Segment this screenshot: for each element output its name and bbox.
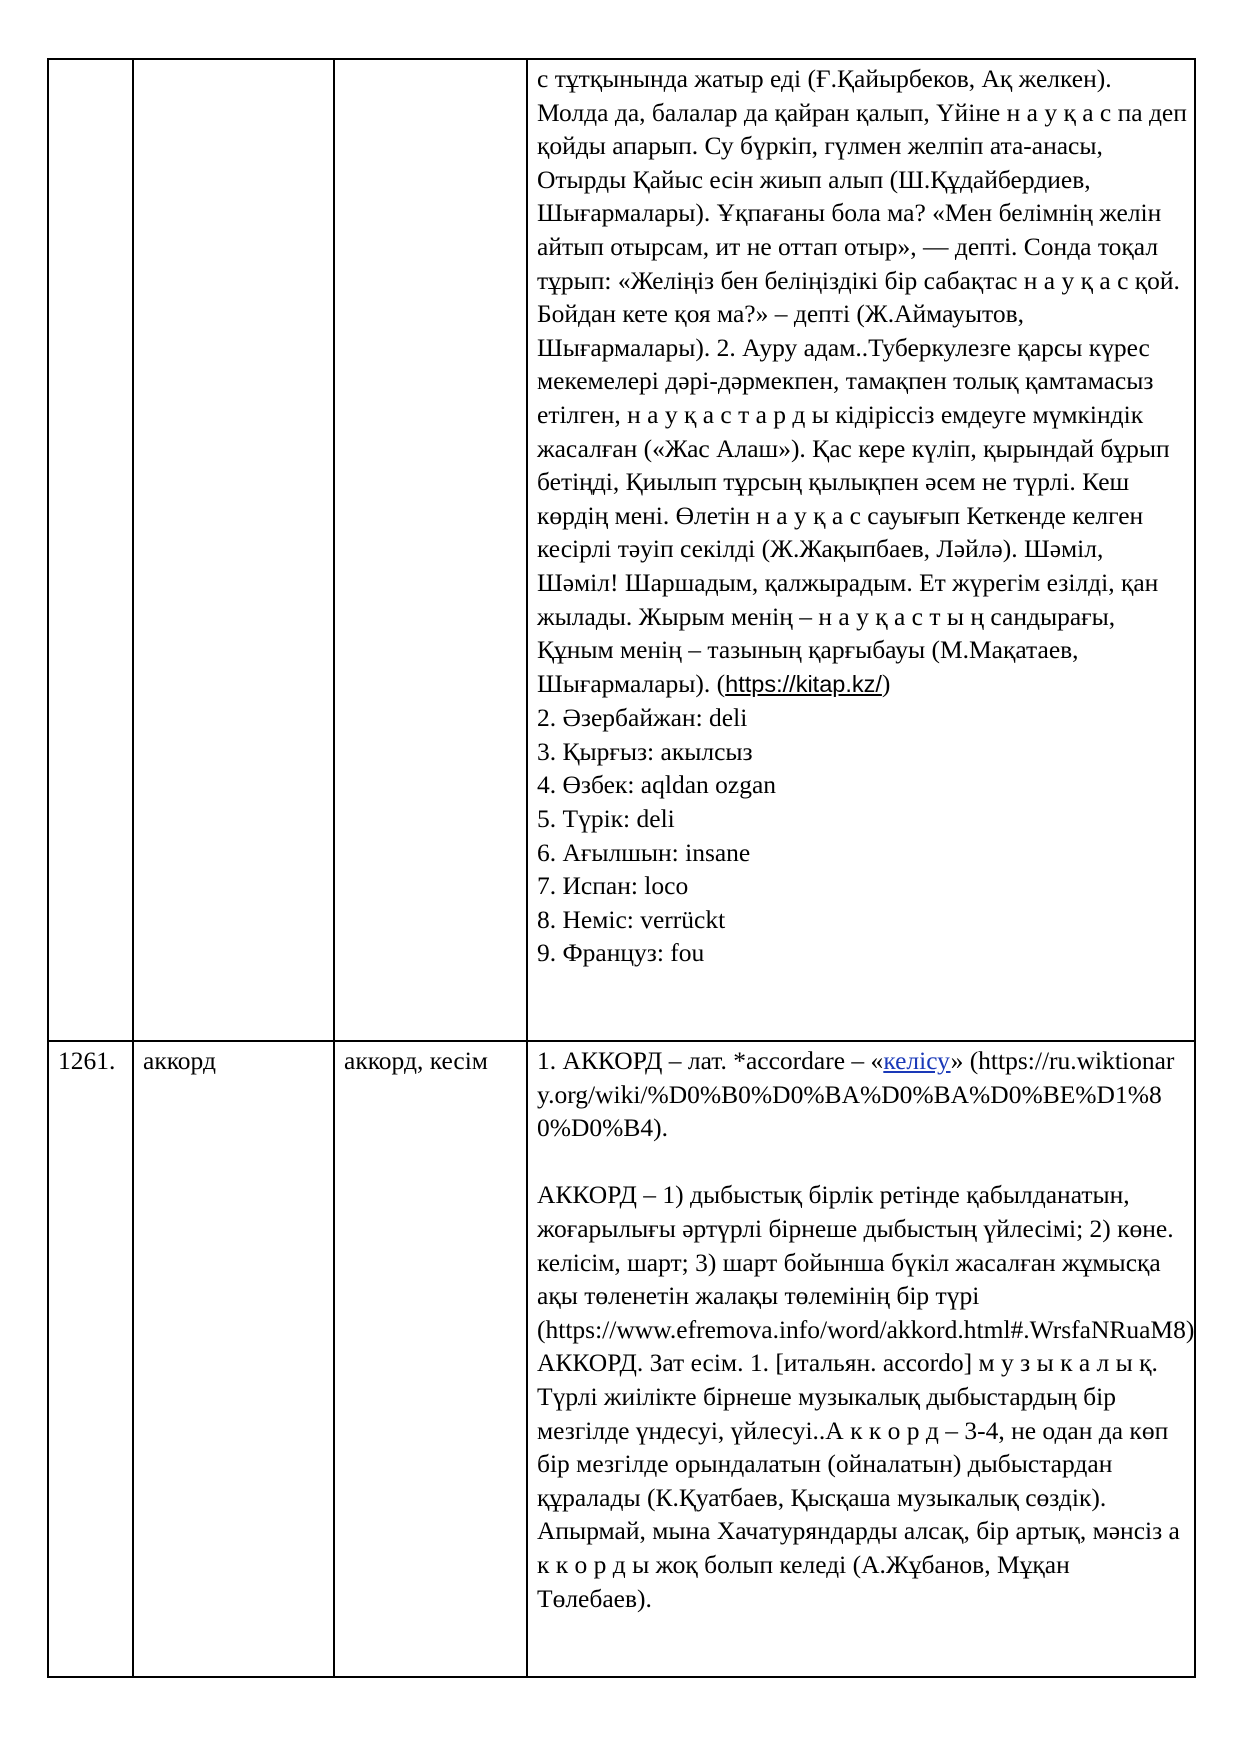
entry-number-cell [48, 59, 133, 1041]
definition-paragraph: АККОРД – 1) дыбыстық бірлік ретінде қабылданатын, жоғарылығы әртүрлі бірнеше дыбыстың үйлесімі; 2) көне. келісім, шарт; 3) шарт бойынша бүкіл жасалған жұмысқа ақы төленетін жалақы төлемінің бір түрі (https://www.efremova.info/word/akkord.html#.WrsfaNRuaM8) [537, 1180, 1195, 1344]
translation-item: 5. Түрік: deli [537, 804, 675, 834]
translation-item: 7. Испан: loco [537, 871, 689, 901]
translation-item: 4. Өзбек: aqldan ozgan [537, 770, 777, 800]
definition-paragraph [537, 62, 1189, 701]
paragraph-gap [537, 1145, 1189, 1179]
dictionary-table [47, 58, 1196, 1678]
definition-text-end: ) [881, 668, 891, 698]
etymology-link[interactable]: келісу [883, 1046, 951, 1075]
entry-translation-cell: аккорд, кесім [334, 1041, 527, 1677]
translation-item: 3. Қырғыз: акылсыз [537, 736, 753, 766]
entry-number-cell: 1261. [48, 1041, 133, 1677]
entry-word-cell: аккорд [133, 1041, 334, 1677]
translation-item: 6. Ағылшын: insane [537, 837, 751, 867]
entry-translation-cell [334, 59, 527, 1041]
translation-item: 2. Әзербайжан: deli [537, 703, 748, 733]
source-link[interactable]: https://kitap.kz/ [725, 670, 882, 697]
entry-definition-cell [527, 1041, 1195, 1677]
definition-text-end: » (https://ru.wiktionary.org/wiki/%D0%B0%D0%BA%D0%BA%D0%BE%D1%80%D0%B4). [537, 1046, 1175, 1143]
definition-paragraph [537, 1044, 1189, 1145]
table-row [48, 59, 1195, 1041]
entry-word-cell [133, 59, 334, 1041]
translation-item: 9. Француз: fou [537, 938, 705, 968]
translation-item: 8. Неміс: verrückt [537, 904, 726, 934]
table-row [48, 1041, 1195, 1677]
definition-text: с тұтқынында жатыр еді (Ғ.Қайырбеков, Ақ желкен). Молда да, балалар да қайран қалып, Үйіне н а у қ а с па деп қойды апарып. Су бүркіп, гүлмен желпіп ата-анасы, Отырды Қайыс есін жиып алып (Ш.Құдайбердиев, Шығармалары). Ұқпағаны бола ма? «Мен белімнің желін айтып отырсам, ит не оттап отыр», — депті. Сонда тоқал тұрып: «Желіңіз бен беліңіздікі бір сабақтас н а у қ а с қой. Бойдан кете қоя ма?» – депті (Ж.Аймауытов, Шығармалары). 2. Ауру адам..Туберкулезге қарсы күрес мекемелері дәрі-дәрмекпен, тамақпен толық қамтамасыз етілген, н а у қ а с т а р д ы кідіріссіз емдеуге мүмкіндік жасалған («Жас Алаш»). Қас кере күліп, қырындай бұрып бетіңді, Қиылып тұрсың қылықпен әсем не түрлі. Кеш көрдің мені. Өлетін н а у қ а с сауығып Кеткенде келген кесірлі тәуіп секілді (Ж.Жақыпбаев, Ләйлә). Шәміл, Шәміл! Шаршадым, қалжырадым. Ет жүрегім езілді, қан жылады. Жырым менің – н а у қ а с т ы ң сандырағы, Құным менің – тазының қарғыбауы (М.Мақатаев, Шығармалары). ( [537, 64, 1187, 698]
definition-paragraph: АККОРД. Зат есім. 1. [итальян. accordo] м у з ы к а л ы қ. Түрлі жиілікте бірнеше музыкалық дыбыстардың бір мезгілде үндесуі, үйлесуі..А к к о р д – 3-4, не одан да көп бір мезгілде орындалатын (ойналатын) дыбыстардан құралады (К.Қуатбаев, Қысқаша музыкалық сөздік). Апырмай, мына Хачатуряндарды алсақ, бір артық, мәнсіз а к к о р д ы жоқ болып келеді (А.Жұбанов, Мұқан Төлебаев). [537, 1348, 1180, 1613]
definition-text: 1. АККОРД – лат. *accordare – « [537, 1046, 884, 1075]
entry-definition-cell [527, 59, 1195, 1041]
